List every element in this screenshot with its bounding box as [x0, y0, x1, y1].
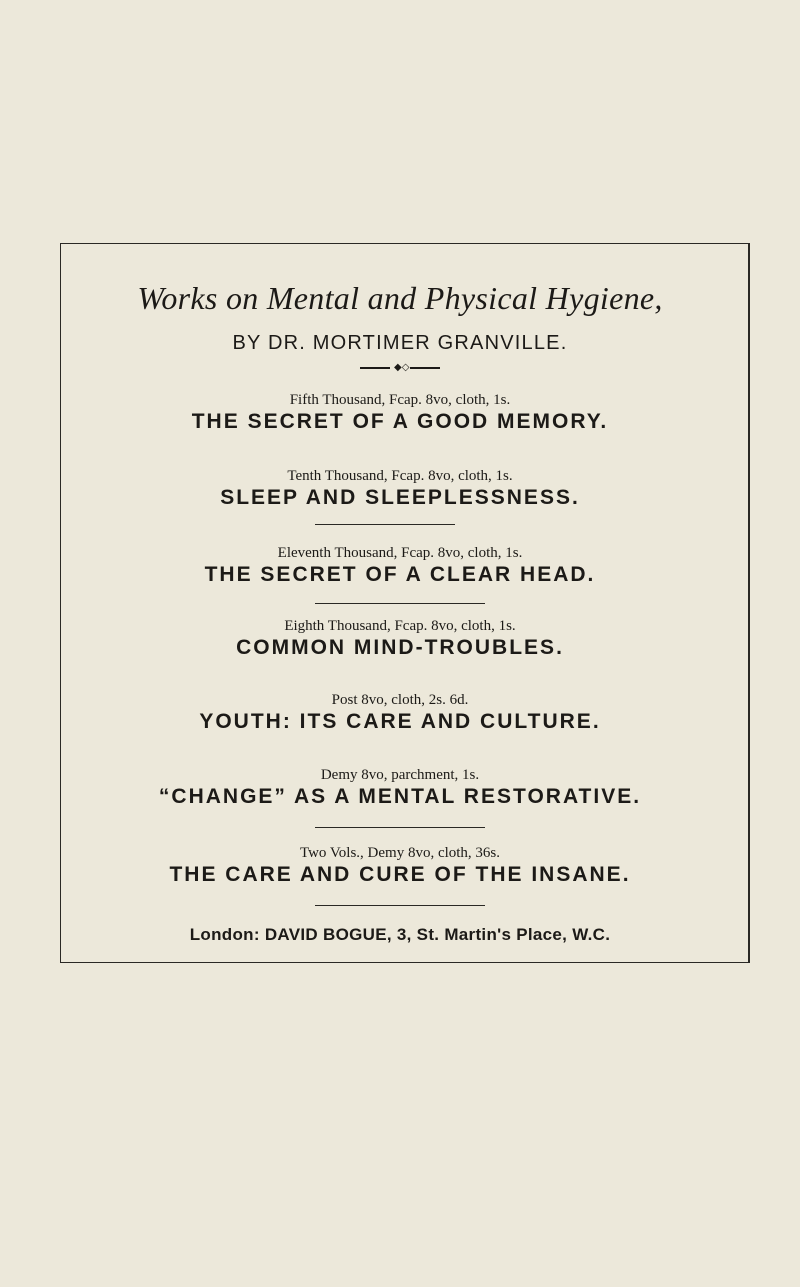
divider — [315, 524, 455, 525]
work-3-edition: Eleventh Thousand, Fcap. 8vo, cloth, 1s. — [277, 545, 523, 561]
work-3-title: THE SECRET OF A CLEAR HEAD. — [204, 563, 596, 586]
work-7-edition: Two Vols., Demy 8vo, cloth, 36s. — [299, 845, 501, 861]
work-4-edition: Eighth Thousand, Fcap. 8vo, cloth, 1s. — [284, 618, 516, 634]
divider — [315, 603, 485, 604]
work-1-edition: Fifth Thousand, Fcap. 8vo, cloth, 1s. — [289, 392, 511, 408]
work-2-edition: Tenth Thousand, Fcap. 8vo, cloth, 1s. — [287, 468, 513, 484]
divider — [315, 905, 485, 906]
publisher-imprint: London: DAVID BOGUE, 3, St. Martin's Place, W.C. — [189, 925, 611, 944]
work-5-title: YOUTH: ITS CARE AND CULTURE. — [199, 710, 601, 733]
work-6-edition: Demy 8vo, parchment, 1s. — [320, 767, 480, 783]
work-7-title: THE CARE AND CURE OF THE INSANE. — [169, 863, 631, 886]
diamond-icon: ◆◇ — [394, 362, 410, 373]
ornament-rule — [360, 362, 440, 374]
divider — [315, 827, 485, 828]
work-4-title: COMMON MIND-TROUBLES. — [236, 636, 564, 659]
work-1-title: THE SECRET OF A GOOD MEMORY. — [191, 410, 609, 433]
author-line: BY DR. MORTIMER GRANVILLE. — [232, 332, 568, 354]
work-2-title: SLEEP AND SLEEPLESSNESS. — [220, 486, 580, 509]
page-title: Works on Mental and Physical Hygiene, — [137, 280, 663, 316]
work-6-title: “CHANGE” AS A MENTAL RESTORATIVE. — [158, 785, 642, 808]
work-5-edition: Post 8vo, cloth, 2s. 6d. — [331, 692, 469, 708]
